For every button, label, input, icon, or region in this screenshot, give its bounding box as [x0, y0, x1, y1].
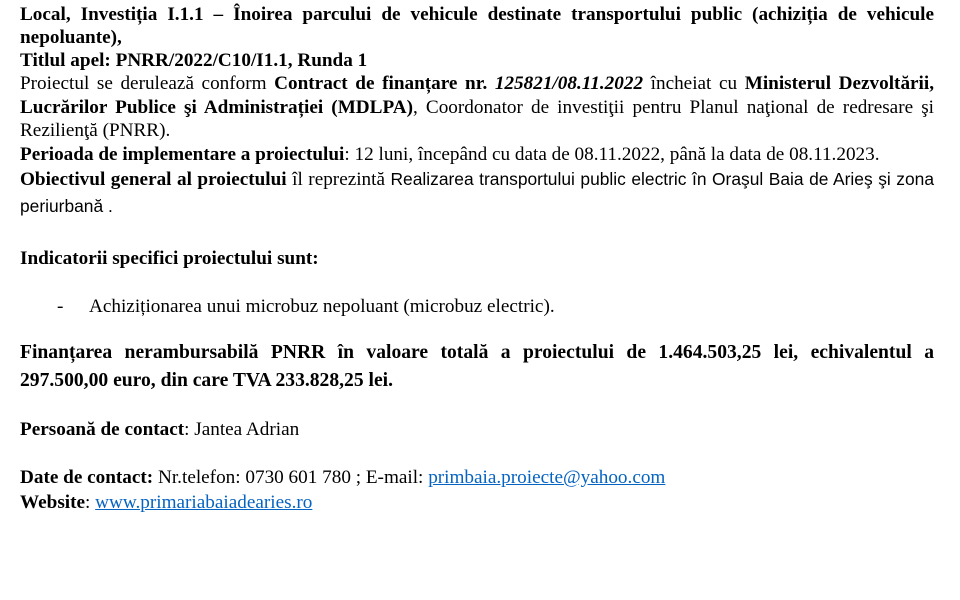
contract-label: Contract de finanțare nr. [274, 73, 495, 94]
document-title [20, 3, 934, 72]
financing-paragraph [20, 339, 934, 395]
contact-person-name: : Jantea Adrian [184, 419, 300, 440]
contract-coordinator-text: , Coordonator de investiţii pentru Planul naţional de redresare şi Rezilienţă (PNRR). [20, 96, 934, 141]
contact-phone-text: Nr.telefon: 0730 601 780 ; E-mail: [153, 467, 429, 488]
ministry-name: Ministerul Dezvoltării, Lucrărilor Publice şi Administrației (MDLPA) [20, 73, 935, 118]
website-separator: : [85, 492, 96, 513]
title-investment-line: Local, Investiția I.1.1 – Înoirea parcului de vehicule destinate transportului public (achiziția de vehicule nepoluante), [20, 4, 934, 48]
title-call-line: Titlul apel: PNRR/2022/C10/I1.1, Runda 1 [20, 50, 368, 71]
contact-person-label: Persoană de contact [20, 419, 185, 440]
contact-data-block [20, 465, 934, 515]
period-text: : 12 luni, începând cu data de 08.11.2022, până la data de 08.11.2023. [344, 143, 880, 165]
website-link[interactable]: www.primariabaiadearies.ro [95, 492, 313, 513]
period-label: Perioada de implementare a proiectului [20, 143, 345, 165]
website-label: Website [20, 492, 86, 513]
indicator-list-item [57, 295, 934, 318]
contract-concluded-text: încheiat cu [643, 73, 745, 94]
indicators-heading: Indicatorii specifici proiectului sunt: [20, 248, 319, 269]
contract-paragraph [20, 72, 934, 143]
objective-paragraph [20, 166, 934, 220]
implementation-period-paragraph [20, 143, 934, 167]
objective-label: Obiectivul general al proiectului [20, 169, 287, 190]
objective-connector: îl reprezintă [286, 169, 391, 190]
financing-values: totală a proiectului de 1.464.503,25 lei, echivalentul a 297.500,00 euro, din care TVA 233.828,25 lei. [20, 342, 934, 391]
objective-text: Realizarea transportului public electric în Oraşul Baia de Arieş şi zona periurbană . [20, 169, 934, 216]
bullet-dash: - [57, 296, 64, 317]
contact-person-line [20, 418, 934, 441]
contact-data-label: Date de contact: [20, 467, 154, 488]
financing-intro: Finanțarea nerambursabilă PNRR în valoare [20, 342, 441, 363]
contract-number: 125821/08.11.2022 [494, 73, 644, 94]
document-body [20, 3, 934, 515]
indicator-text: Achiziționarea unui microbuz nepoluant (microbuz electric). [89, 296, 555, 317]
email-link[interactable]: primbaia.proiecte@yahoo.com [428, 467, 666, 488]
contract-intro-text: Proiectul se derulează conform [20, 73, 275, 94]
